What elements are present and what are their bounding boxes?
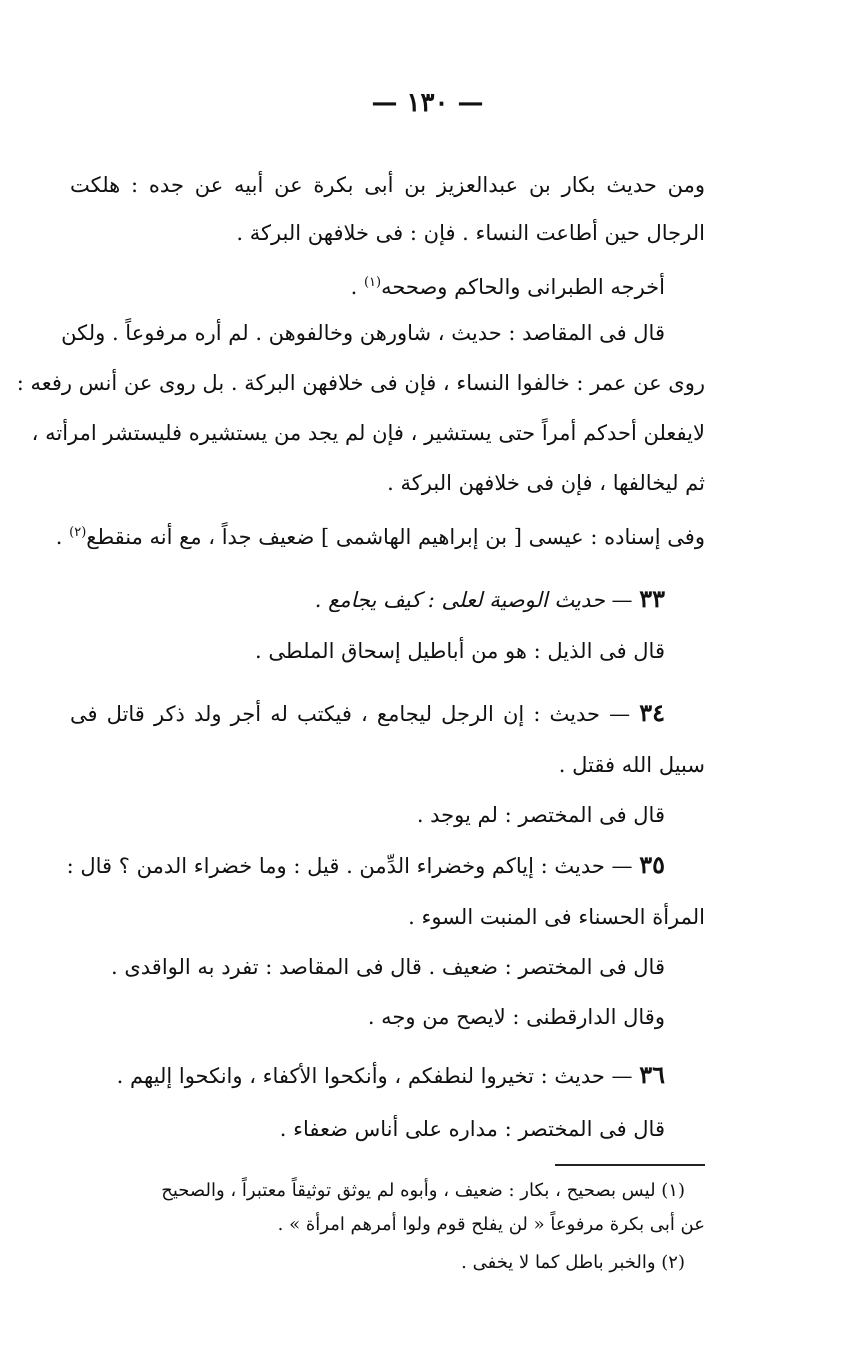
text-line: ومن حديث بكار بن عبدالعزيز بن أبى بكرة عن أبيه عن جده : هلكت (70, 173, 705, 197)
text-line: قال فى المختصر : لم يوجد . (416, 803, 665, 827)
text-line: قال فى المختصر : ضعيف . قال فى المقاصد : تفرد به الواقدى . (110, 955, 665, 979)
text-line: روى عن عمر : خالفوا النساء ، فإن فى خلافهن البركة . بل روى عن أنس رفعه : (16, 371, 705, 395)
text-line: قال فى المختصر : مداره على أناس ضعفاء . (279, 1117, 665, 1141)
text-line: قال فى المقاصد : حديث ، شاورهن وخالفوهن . لم أره مرفوعاً . ولكن (61, 321, 665, 345)
footnote-separator (555, 1164, 705, 1166)
entry-36: ٣٦ — حديث : تخيروا لنطفكم ، وأنكحوا الأكفاء ، وانكحوا إليهم . (116, 1060, 665, 1089)
entry-35: ٣٥ — حديث : إياكم وخضراء الدِّمن . قيل : وما خضراء الدمن ؟ قال : (66, 850, 665, 879)
entry-34: ٣٤ — حديث : إن الرجل ليجامع ، فيكتب له أجر ولد ذكر قاتل فى (70, 698, 665, 727)
footnote-2: (٢) والخبر باطل كما لا يخفى . (461, 1252, 685, 1273)
page-number: — ١٣٠ — (371, 88, 484, 118)
footnote-ref: (٢) (69, 525, 87, 540)
text-line: وفى إسناده : عيسى [ بن إبراهيم الهاشمى ] ضعيف جداً ، مع أنه منقطع$^{(٢)}$ . (55, 525, 705, 549)
text-line: المرأة الحسناء فى المنبت السوء . (408, 905, 705, 929)
text-line: أخرجه الطبرانى والحاكم وصححه$^{(١)}$ . (350, 275, 665, 299)
text-line: الرجال حين أطاعت النساء . فإن : فى خلافهن البركة . (236, 221, 705, 245)
text-line: قال فى الذيل : هو من أباطيل إسحاق الملطى . (255, 639, 665, 663)
text-line: ثم ليخالفها ، فإن فى خلافهن البركة . (387, 471, 705, 495)
footnote-1-cont: عن أبى بكرة مرفوعاً « لن يفلح قوم ولوا أمرهم امرأة » . (277, 1214, 705, 1235)
footnote-1: (١) ليس بصحيح ، بكار : ضعيف ، وأبوه لم يوثق توثيقاً معتبراً ، والصحيح (161, 1180, 685, 1201)
text-line: وقال الدارقطنى : لايصح من وجه . (367, 1005, 665, 1029)
footnote-ref: (١) (363, 275, 382, 290)
text-line: لايفعلن أحدكم أمراً حتى يستشير ، فإن لم يجد من يستشيره فليستشر امرأته ، (31, 421, 705, 445)
entry-33: ٣٣ — حديث الوصية لعلى : كيف يجامع . (314, 584, 665, 613)
text-line: سبيل الله فقتل . (558, 753, 705, 777)
